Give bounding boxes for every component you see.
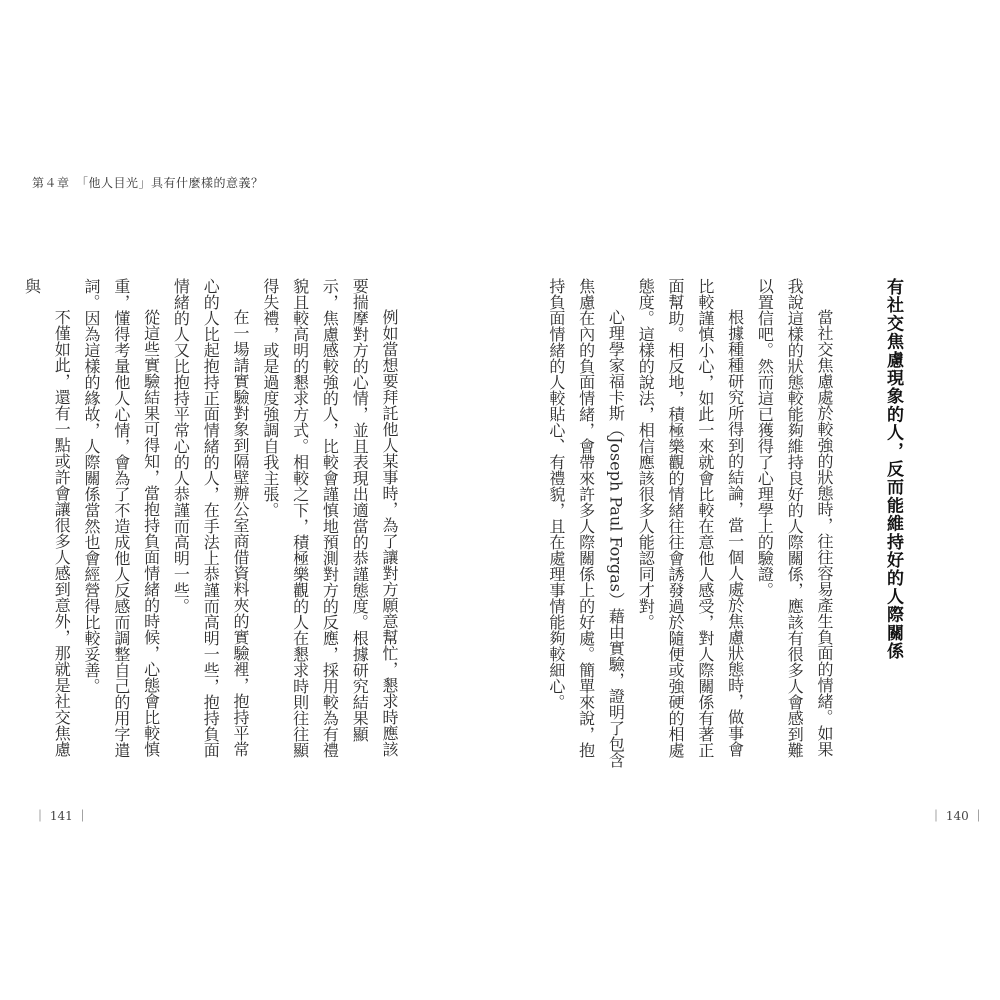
body-paragraph: 在一場請實驗對象到隔壁辦公室商借資料夾的實驗裡，抱持平常心的人比起抱持正面情緒的人，在手法上恭謹而高明一些，抱持負面情緒的人又比抱持平常心的人恭謹而高明一些。 <box>171 278 251 758</box>
body-paragraph: 不僅如此，還有一點或許會讓很多人感到意外，那就是社交焦慮與 <box>22 278 72 758</box>
right-page <box>500 0 1000 1000</box>
page-number: ｜ 140 ｜ <box>930 809 985 823</box>
body-paragraph: 根據種種研究所得到的結論，當一個人處於焦慮狀態時，做事會比較謹慎小心，如此一來就會比較在意他人感受，對人際關係有著正面幫助。相反地，積極樂觀的情緒往往會誘發過於隨便或強硬的相處態度。這樣的說法，相信應該很多人能認同才對。 <box>636 278 745 758</box>
page-number: ｜ 141 ｜ <box>34 809 89 823</box>
running-head: 第４章 「他人目光」具有什麼樣的意義？ <box>32 176 264 190</box>
section-heading: 有社交焦慮現象的人，反而能維持好的人際關係 <box>883 278 903 661</box>
body-paragraph: 例如當想要拜託他人某事時，為了讓對方願意幫忙，懇求時應該要揣摩對方的心情，並且表現出適當的恭謹態度。根據研究結果顯示，焦慮感較強的人，比較會謹慎地預測對方的反應，採用較為有禮貌且較高明的懇求方式。相較之下，積極樂觀的人在懇求時則往往顯得失禮，或是過度強調自我主張。 <box>260 278 399 758</box>
body-paragraph: 心理學家福卡斯（Joseph Paul Forgas）藉由實驗，證明了包含焦慮在內的負面情緒，會帶來許多人際關係上的好處。簡單來說，抱持負面情緒的人較貼心、有禮貌，且在處理事情能夠較細心。 <box>546 278 626 769</box>
left-page-body <box>17 278 404 770</box>
right-page-body <box>541 278 839 770</box>
body-paragraph: 從這些實驗結果可得知，當抱持負面情緒的時候，心態會比較慎重，懂得考量他人心情，會為了不造成他人反感而調整自己的用字遣詞。因為這樣的緣故，人際關係當然也會經營得比較妥善。 <box>82 278 161 758</box>
body-paragraph: 當社交焦慮處於較強的狀態時，往往容易產生負面的情緒。如果我說這樣的狀態較能夠維持良好的人際關係，應該有很多人會感到難以置信吧。然而這已獲得了心理學上的驗證。 <box>755 278 834 758</box>
